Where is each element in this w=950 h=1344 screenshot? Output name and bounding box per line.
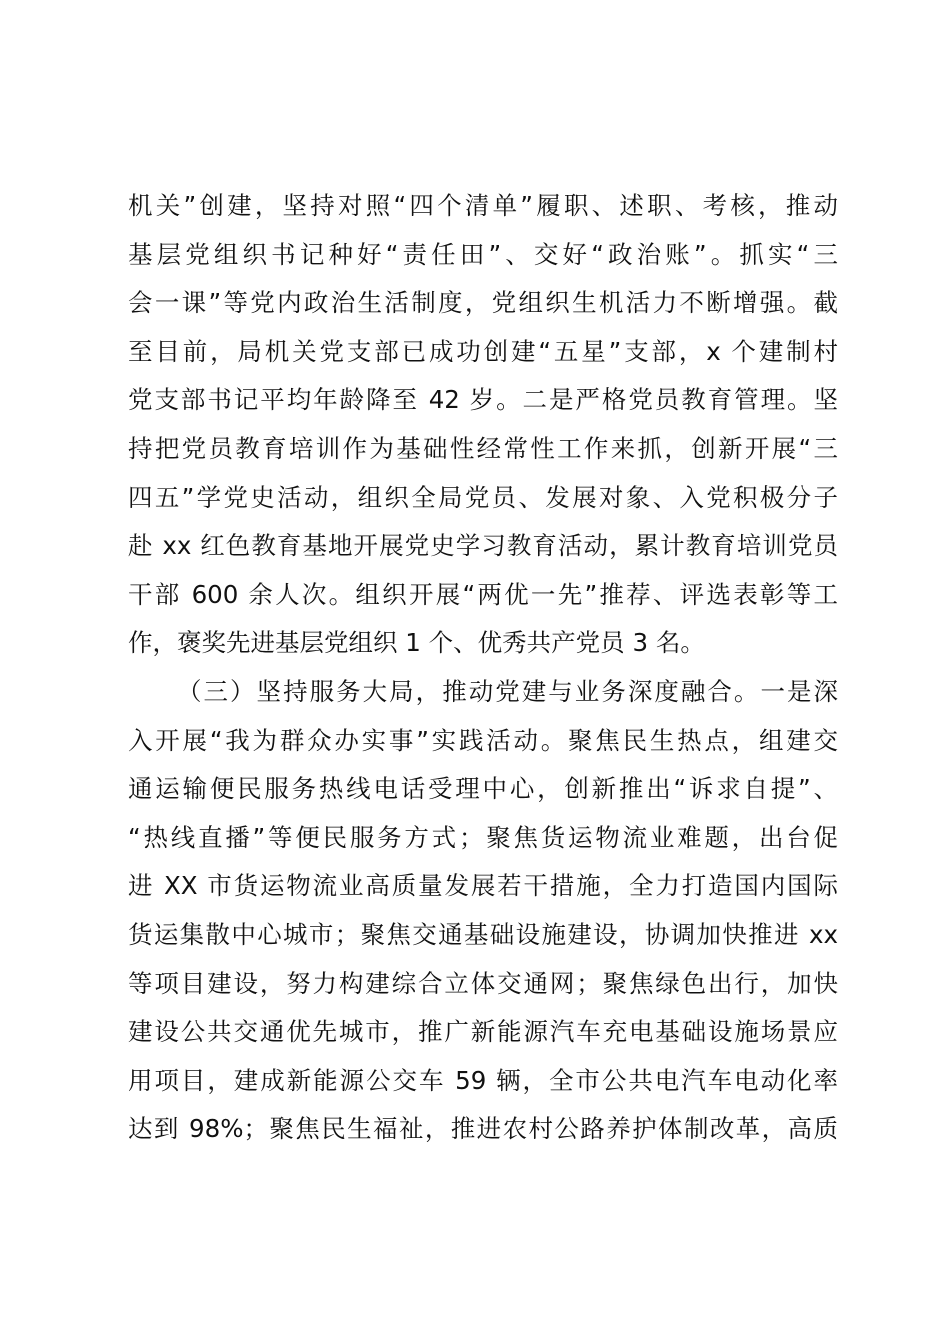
text-line: 基层党组织书记种好“责任田”、交好“政治账”。抓实“三 <box>128 239 838 269</box>
text-line: 干部 600 余人次。组织开展“两优一先”推荐、评选表彰等工 <box>128 579 838 609</box>
text-line: “热线直播”等便民服务方式；聚焦货运物流业难题，出台促 <box>128 822 838 852</box>
text-line: 作，褒奖先进基层党组织 1 个、优秀共产党员 3 名。 <box>128 628 705 658</box>
text-line: 用项目，建成新能源公交车 59 辆，全市公共电汽车电动化率 <box>128 1065 838 1095</box>
text-line: 进 XX 市货运物流业高质量发展若干措施，全力打造国内国际 <box>128 871 838 901</box>
text-line: 赴 xx 红色教育基地开展党史学习教育活动，累计教育培训党员 <box>128 531 838 561</box>
text-line: 机关”创建，坚持对照“四个清单”履职、述职、考核，推动 <box>128 191 838 220</box>
text-line: 达到 98%；聚焦民生福祉，推进农村公路养护体制改革，高质 <box>128 1114 838 1144</box>
text-line: 至目前，局机关党支部已成功创建“五星”支部，x 个建制村 <box>128 336 838 366</box>
text-line: 会一课”等党内政治生活制度，党组织生机活力不断增强。截 <box>128 288 838 318</box>
text-line: 建设公共交通优先城市，推广新能源汽车充电基础设施场景应 <box>128 1017 838 1047</box>
text-line: 持把党员教育培训作为基础性经常性工作来抓，创新开展“三 <box>128 433 838 463</box>
text-line: 等项目建设，努力构建综合立体交通网；聚焦绿色出行，加快 <box>128 968 838 998</box>
text-line: 通运输便民服务热线电话受理中心，创新推出“诉求自提”、 <box>128 774 838 804</box>
document-body <box>128 182 838 1154</box>
text-line: 入开展“我为群众办实事”实践活动。聚焦民生热点，组建交 <box>128 725 838 755</box>
paragraph-party-education <box>128 182 838 668</box>
text-line: 党支部书记平均年龄降至 42 岁。二是严格党员教育管理。坚 <box>128 385 838 415</box>
text-line: 四五”学党史活动，组织全局党员、发展对象、入党积极分子 <box>128 482 838 512</box>
paragraph-service-overall <box>128 668 838 1154</box>
section-heading-line: （三）坚持服务大局，推动党建与业务深度融合。一是深 <box>177 676 838 706</box>
text-line: 货运集散中心城市；聚焦交通基础设施建设，协调加快推进 xx <box>128 919 838 949</box>
